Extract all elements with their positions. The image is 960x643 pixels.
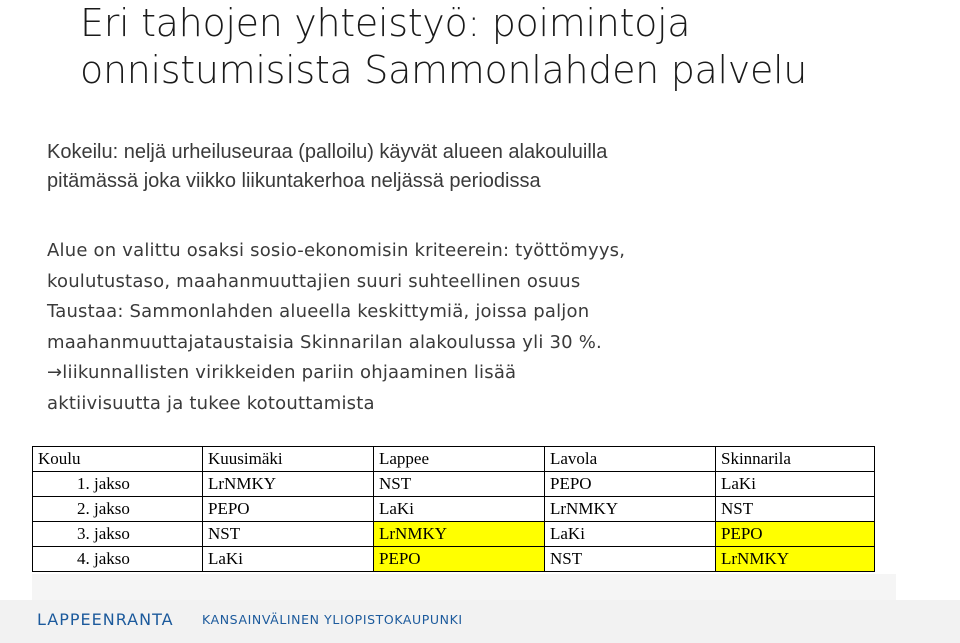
table-cell-highlighted: LrNMKY <box>374 522 545 547</box>
trial-line-2: pitämässä joka viikko liikuntakerhoa neljässä periodissa <box>47 170 541 192</box>
table-cell: NST <box>374 472 545 497</box>
footer-tagline: KANSAINVÄLINEN YLIOPISTOKAUPUNKI <box>202 612 463 627</box>
table-cell: LaKi <box>374 497 545 522</box>
header-cell-lappee: Lappee <box>374 447 545 472</box>
table-cell-highlighted: LrNMKY <box>716 547 875 572</box>
title-line-1: Eri tahojen yhteistyö: poimintoja <box>80 1 691 45</box>
table-cell: LaKi <box>545 522 716 547</box>
period-cell: 4. jakso <box>33 547 203 572</box>
arrow-line <box>47 358 625 389</box>
background-line-3: Taustaa: Sammonlahden alueella keskittymiä, joissa paljon <box>47 301 590 322</box>
header-cell-koulu: Koulu <box>33 447 203 472</box>
table-cell: NST <box>716 497 875 522</box>
table-cell: PEPO <box>203 497 374 522</box>
slide-title <box>80 0 960 94</box>
schedule-table <box>32 446 875 572</box>
footer <box>0 600 960 643</box>
table-cell: LrNMKY <box>545 497 716 522</box>
background-line-4: maahanmuuttajataustaisia Skinnarilan alakoulussa yli 30 %. <box>47 331 602 353</box>
period-cell: 1. jakso <box>33 472 203 497</box>
table-cell: LrNMKY <box>203 472 374 497</box>
table-cell-highlighted: PEPO <box>374 547 545 572</box>
footer-city-name: LAPPEENRANTA <box>37 610 174 629</box>
table-shadow-box <box>32 574 896 600</box>
header-cell-skinnarila: Skinnarila <box>716 447 875 472</box>
table-cell: LaKi <box>716 472 875 497</box>
table-row <box>33 472 875 497</box>
trial-paragraph <box>47 138 607 196</box>
table-header-row <box>33 447 875 472</box>
header-cell-kuusimaki: Kuusimäki <box>203 447 374 472</box>
arrow-line-text: liikunnallisten virikkeiden pariin ohjaaminen lisää <box>62 362 517 383</box>
table-row <box>33 497 875 522</box>
header-cell-lavola: Lavola <box>545 447 716 472</box>
table-cell: NST <box>545 547 716 572</box>
background-line-1: Alue on valittu osaksi sosio-ekonomisin kriteerein: työttömyys, <box>47 240 626 261</box>
period-cell: 3. jakso <box>33 522 203 547</box>
trial-line-1: Kokeilu: neljä urheiluseuraa (palloilu) käyvät alueen alakouluilla <box>47 141 608 163</box>
table-cell: PEPO <box>545 472 716 497</box>
arrow-right-icon: → <box>47 362 63 383</box>
background-line-2: koulutustaso, maahanmuuttajien suuri suhteellinen osuus <box>47 270 581 292</box>
table-row <box>33 547 875 572</box>
table-cell: LaKi <box>203 547 374 572</box>
table-row <box>33 522 875 547</box>
title-line-2: onnistumisista Sammonlahden palvelu <box>80 48 808 92</box>
period-cell: 2. jakso <box>33 497 203 522</box>
background-paragraph <box>47 236 625 419</box>
table-cell: NST <box>203 522 374 547</box>
arrow-line-2: aktiivisuutta ja tukee kotouttamista <box>47 392 375 414</box>
table-cell-highlighted: PEPO <box>716 522 875 547</box>
